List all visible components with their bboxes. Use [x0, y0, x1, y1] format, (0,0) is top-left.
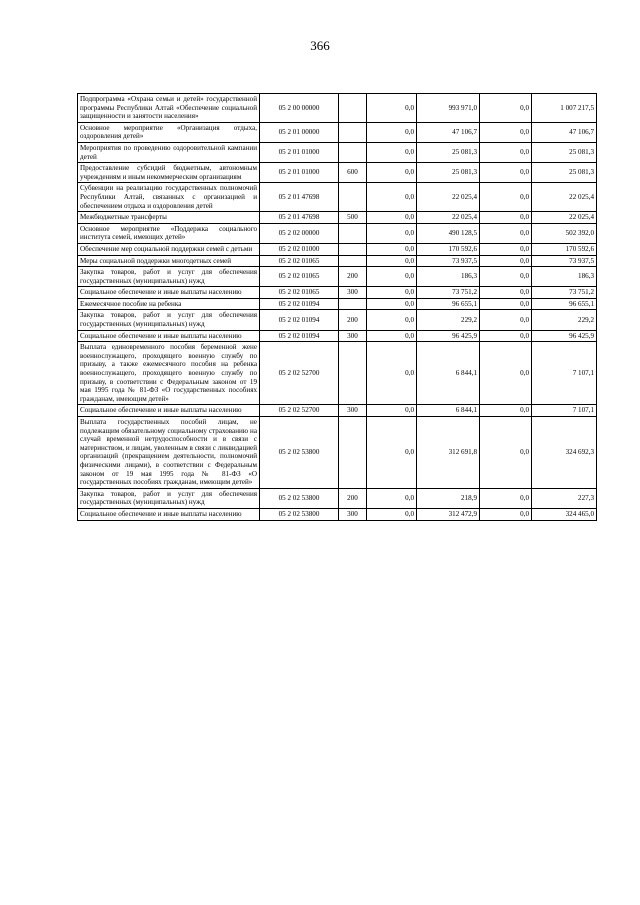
row-value-1-cell: 0,0 [367, 163, 417, 183]
row-expense-type-cell [339, 142, 367, 162]
page-number: 366 [310, 38, 330, 53]
table-row [78, 508, 597, 520]
row-code-cell: 05 2 01 47698 [260, 212, 339, 224]
row-name-cell: Межбюджетные трансферты [78, 212, 260, 224]
row-value-3-cell: 0,0 [480, 163, 532, 183]
row-code-cell: 05 2 00 00000 [260, 94, 339, 123]
row-value-4-cell: 170 592,6 [532, 243, 597, 255]
row-value-2-cell: 312 472,9 [417, 508, 480, 520]
table-row [78, 488, 597, 508]
row-value-1-cell: 0,0 [367, 122, 417, 142]
row-value-3-cell: 0,0 [480, 255, 532, 267]
row-value-3-cell: 0,0 [480, 417, 532, 489]
row-value-2-cell: 218,9 [417, 488, 480, 508]
row-value-2-cell: 25 081,3 [417, 163, 480, 183]
table-row [78, 267, 597, 287]
row-value-3-cell: 0,0 [480, 122, 532, 142]
row-value-3-cell: 0,0 [480, 183, 532, 212]
row-value-4-cell: 1 007 217,5 [532, 94, 597, 123]
row-value-1-cell: 0,0 [367, 342, 417, 405]
row-value-3-cell: 0,0 [480, 342, 532, 405]
row-expense-type-cell: 600 [339, 163, 367, 183]
row-expense-type-cell: 500 [339, 212, 367, 224]
table-row [78, 94, 597, 123]
table-row [78, 142, 597, 162]
row-name-cell: Обеспечение мер социальной поддержки семей с детьми [78, 243, 260, 255]
table-row [78, 183, 597, 212]
table-row [78, 223, 597, 243]
row-name-cell: Мероприятия по проведению оздоровительной кампании детей [78, 142, 260, 162]
row-name-cell: Выплата единовременного пособия беременной жене военнослужащего, проходящего военную службу по призыву, а также ежемесячного пособия на ребенка военнослужащего, проходящего военную службу по призыву, в соответствии с Федеральным законом от 19 мая 1995 года № 81-ФЗ «О государственных пособиях гражданам, имеющим детей» [78, 342, 260, 405]
row-value-3-cell: 0,0 [480, 212, 532, 224]
row-value-3-cell: 0,0 [480, 243, 532, 255]
table-row [78, 298, 597, 310]
row-value-2-cell: 73 751,2 [417, 287, 480, 299]
row-expense-type-cell [339, 183, 367, 212]
table-body [78, 94, 597, 521]
row-name-cell: Меры социальной поддержки многодетных семей [78, 255, 260, 267]
row-expense-type-cell: 200 [339, 310, 367, 330]
row-value-2-cell: 73 937,5 [417, 255, 480, 267]
row-code-cell: 05 2 02 52700 [260, 342, 339, 405]
row-value-4-cell: 25 081,3 [532, 163, 597, 183]
row-name-cell: Социальное обеспечение и иные выплаты населению [78, 405, 260, 417]
row-expense-type-cell [339, 243, 367, 255]
row-value-3-cell: 0,0 [480, 267, 532, 287]
row-value-3-cell: 0,0 [480, 330, 532, 342]
row-value-3-cell: 0,0 [480, 488, 532, 508]
row-value-1-cell: 0,0 [367, 330, 417, 342]
row-value-3-cell: 0,0 [480, 508, 532, 520]
row-value-4-cell: 502 392,0 [532, 223, 597, 243]
row-value-3-cell: 0,0 [480, 142, 532, 162]
row-value-4-cell: 324 465,0 [532, 508, 597, 520]
row-value-4-cell: 7 107,1 [532, 342, 597, 405]
table-row [78, 255, 597, 267]
table-row [78, 310, 597, 330]
row-code-cell: 05 2 01 00000 [260, 122, 339, 142]
row-name-cell: Основное мероприятие «Поддержка социального института семей, имеющих детей» [78, 223, 260, 243]
row-expense-type-cell [339, 255, 367, 267]
row-expense-type-cell: 300 [339, 405, 367, 417]
row-value-4-cell: 22 025,4 [532, 212, 597, 224]
row-code-cell: 05 2 02 01094 [260, 310, 339, 330]
row-value-1-cell: 0,0 [367, 183, 417, 212]
row-code-cell: 05 2 02 01094 [260, 298, 339, 310]
row-value-2-cell: 47 106,7 [417, 122, 480, 142]
row-value-2-cell: 993 971,0 [417, 94, 480, 123]
row-code-cell: 05 2 02 52700 [260, 405, 339, 417]
row-value-1-cell: 0,0 [367, 223, 417, 243]
row-name-cell: Подпрограмма «Охрана семьи и детей» государственной программы Республики Алтай «Обеспечение социальной защищенности и занятости населения» [78, 94, 260, 123]
row-value-1-cell: 0,0 [367, 267, 417, 287]
row-value-2-cell: 96 655,1 [417, 298, 480, 310]
row-name-cell: Предоставление субсидий бюджетным, автономным учреждениям и иным некоммерческим организациям [78, 163, 260, 183]
table-row [78, 212, 597, 224]
row-value-2-cell: 96 425,9 [417, 330, 480, 342]
row-expense-type-cell: 200 [339, 267, 367, 287]
row-value-4-cell: 73 751,2 [532, 287, 597, 299]
row-value-1-cell: 0,0 [367, 212, 417, 224]
row-value-1-cell: 0,0 [367, 94, 417, 123]
row-value-2-cell: 22 025,4 [417, 183, 480, 212]
row-expense-type-cell: 300 [339, 508, 367, 520]
row-name-cell: Основное мероприятие «Организация отдыха, оздоровления детей» [78, 122, 260, 142]
row-name-cell: Социальное обеспечение и иные выплаты населению [78, 287, 260, 299]
row-expense-type-cell [339, 342, 367, 405]
row-value-3-cell: 0,0 [480, 94, 532, 123]
table-row [78, 122, 597, 142]
row-value-4-cell: 7 107,1 [532, 405, 597, 417]
table-row [78, 330, 597, 342]
row-value-3-cell: 0,0 [480, 298, 532, 310]
row-value-4-cell: 229,2 [532, 310, 597, 330]
row-value-1-cell: 0,0 [367, 405, 417, 417]
row-code-cell: 05 2 02 01065 [260, 255, 339, 267]
row-code-cell: 05 2 02 01000 [260, 243, 339, 255]
row-code-cell: 05 2 01 01000 [260, 142, 339, 162]
row-value-2-cell: 170 592,6 [417, 243, 480, 255]
row-value-4-cell: 25 081,3 [532, 142, 597, 162]
row-value-4-cell: 324 692,3 [532, 417, 597, 489]
row-code-cell: 05 2 01 01000 [260, 163, 339, 183]
row-expense-type-cell: 300 [339, 330, 367, 342]
row-value-1-cell: 0,0 [367, 287, 417, 299]
row-value-2-cell: 6 844,1 [417, 342, 480, 405]
row-code-cell: 05 2 02 53800 [260, 417, 339, 489]
row-value-1-cell: 0,0 [367, 142, 417, 162]
row-value-1-cell: 0,0 [367, 310, 417, 330]
row-name-cell: Субвенции на реализацию государственных полномочий Республики Алтай, связанных с организацией и обеспечением отдыха и оздоровления детей [78, 183, 260, 212]
row-value-2-cell: 22 025,4 [417, 212, 480, 224]
row-value-4-cell: 227,3 [532, 488, 597, 508]
row-value-2-cell: 229,2 [417, 310, 480, 330]
row-expense-type-cell [339, 94, 367, 123]
row-value-1-cell: 0,0 [367, 417, 417, 489]
table-row [78, 405, 597, 417]
row-expense-type-cell [339, 298, 367, 310]
row-code-cell: 05 2 02 01094 [260, 330, 339, 342]
row-value-2-cell: 6 844,1 [417, 405, 480, 417]
row-code-cell: 05 2 02 00000 [260, 223, 339, 243]
row-code-cell: 05 2 02 53800 [260, 488, 339, 508]
row-value-4-cell: 186,3 [532, 267, 597, 287]
row-value-2-cell: 490 128,5 [417, 223, 480, 243]
row-expense-type-cell [339, 223, 367, 243]
budget-table [77, 93, 597, 521]
row-name-cell: Закупка товаров, работ и услуг для обеспечения государственных (муниципальных) нужд [78, 267, 260, 287]
row-value-4-cell: 73 937,5 [532, 255, 597, 267]
row-name-cell: Закупка товаров, работ и услуг для обеспечения государственных (муниципальных) нужд [78, 310, 260, 330]
row-value-3-cell: 0,0 [480, 223, 532, 243]
row-name-cell: Социальное обеспечение и иные выплаты населению [78, 330, 260, 342]
row-value-1-cell: 0,0 [367, 488, 417, 508]
table-row [78, 342, 597, 405]
row-name-cell: Ежемесячное пособие на ребенка [78, 298, 260, 310]
row-code-cell: 05 2 02 01065 [260, 287, 339, 299]
row-expense-type-cell: 200 [339, 488, 367, 508]
row-value-3-cell: 0,0 [480, 310, 532, 330]
row-code-cell: 05 2 02 01065 [260, 267, 339, 287]
row-value-1-cell: 0,0 [367, 255, 417, 267]
row-name-cell: Социальное обеспечение и иные выплаты населению [78, 508, 260, 520]
table-row [78, 243, 597, 255]
row-value-3-cell: 0,0 [480, 287, 532, 299]
row-value-1-cell: 0,0 [367, 298, 417, 310]
row-code-cell: 05 2 01 47698 [260, 183, 339, 212]
row-value-1-cell: 0,0 [367, 508, 417, 520]
table-row [78, 417, 597, 489]
table-row [78, 287, 597, 299]
row-value-4-cell: 96 425,9 [532, 330, 597, 342]
row-value-2-cell: 25 081,3 [417, 142, 480, 162]
row-code-cell: 05 2 02 53800 [260, 508, 339, 520]
table-row [78, 163, 597, 183]
row-expense-type-cell [339, 122, 367, 142]
row-value-3-cell: 0,0 [480, 405, 532, 417]
row-value-2-cell: 312 691,8 [417, 417, 480, 489]
row-value-4-cell: 47 106,7 [532, 122, 597, 142]
row-name-cell: Выплата государственных пособий лицам, не подлежащим обязательному социальному страхованию на случай временной нетрудоспособности и в связи с материнством, и лицам, уволенным в связи с ликвидацией организаций (прекращением деятельности, полномочий физическими лицами), в соответствии с Федеральным законом от 19 мая 1995 года № 81-ФЗ «О государственных пособиях гражданам, имеющим детей» [78, 417, 260, 489]
row-expense-type-cell: 300 [339, 287, 367, 299]
row-expense-type-cell [339, 417, 367, 489]
row-value-4-cell: 96 655,1 [532, 298, 597, 310]
row-value-1-cell: 0,0 [367, 243, 417, 255]
row-name-cell: Закупка товаров, работ и услуг для обеспечения государственных (муниципальных) нужд [78, 488, 260, 508]
row-value-2-cell: 186,3 [417, 267, 480, 287]
row-value-4-cell: 22 025,4 [532, 183, 597, 212]
